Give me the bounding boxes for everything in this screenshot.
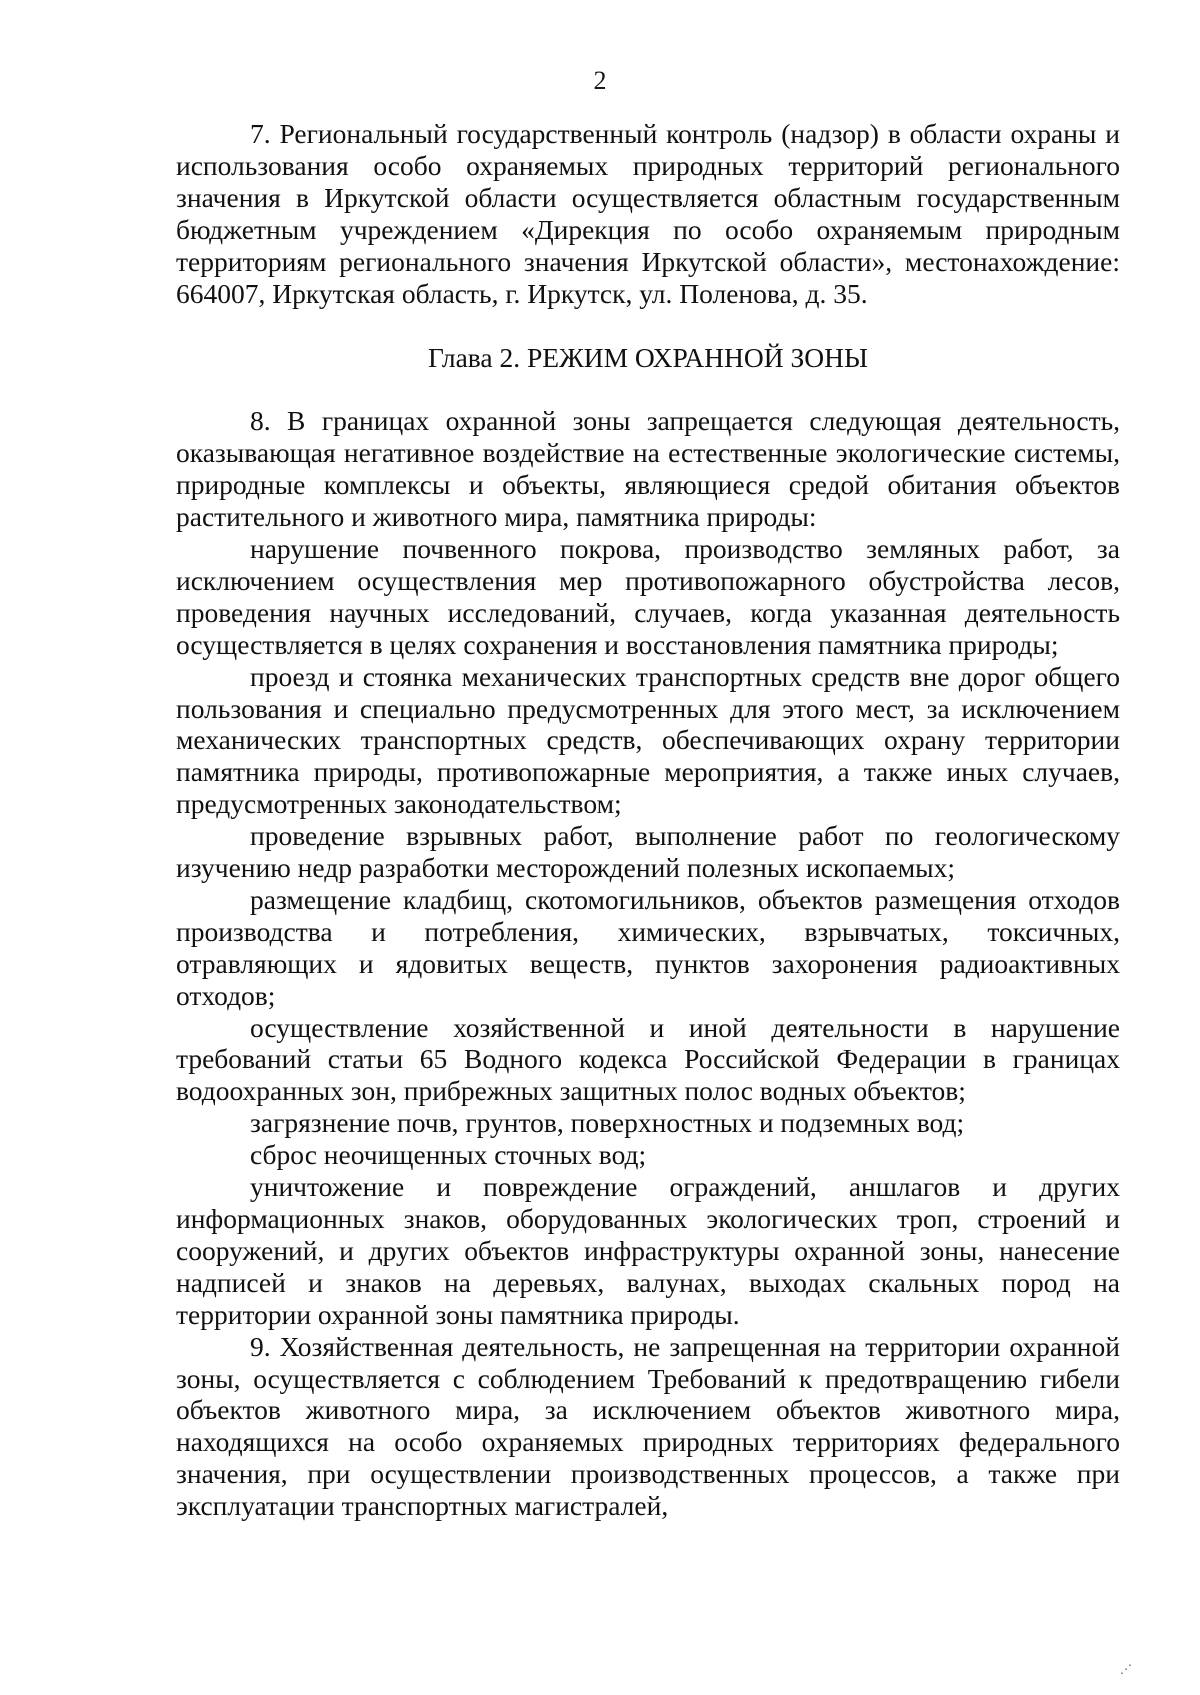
paragraph-9: 9. Хозяйственная деятельность, не запрещенная на территории охранной зоны, осуществляется с соблюдением Требований к предотвращению гибели объектов животного мира, за исключением объектов животного мира, находящихся на особо охраняемых природных территориях федерального значения, при осуществлении производственных процессов, а также при эксплуатации транспортных магистралей, (176, 1330, 1120, 1522)
chapter-heading: Глава 2. РЕЖИМ ОХРАННОЙ ЗОНЫ (428, 342, 868, 374)
list-item-cemeteries: размещение кладбищ, скотомогильников, объектов размещения отходов производства и потребления, химических, взрывчатых, токсичных, отравляющих и ядовитых веществ, пунктов захоронения радиоактивных отходов; (176, 883, 1120, 1011)
page-number: 2 (593, 66, 607, 95)
scan-speck-mark: ⋰ (1120, 1662, 1132, 1676)
document-body (176, 118, 1120, 1522)
list-item-pollution: загрязнение почв, грунтов, поверхностных и подземных вод; (250, 1107, 965, 1139)
paragraph-8: 8. В границах охранной зоны запрещается следующая деятельность, оказывающая негативное воздействие на естественные экологические системы, природные комплексы и объекты, являющиеся средой обитания объектов растительного и животного мира, памятника природы: (176, 405, 1120, 533)
list-item-destruction: уничтожение и повреждение ограждений, аншлагов и других информационных знаков, оборудованных экологических троп, строений и сооружений, и других объектов инфраструктуры охранной зоны, нанесение надписей и знаков на деревьях, валунах, выходах скальных пород на территории охранной зоны памятника природы. (176, 1171, 1120, 1330)
list-item-wastewater: сброс неочищенных сточных вод; (250, 1139, 647, 1171)
list-item-soil: нарушение почвенного покрова, производство земляных работ, за исключением осуществления мер противопожарного обустройства лесов, проведения научных исследований, случаев, когда указанная деятельность осуществляется в целях сохранения и восстановления памятника природы; (176, 532, 1120, 660)
list-item-vehicles: проезд и стоянка механических транспортных средств вне дорог общего пользования и специально предусмотренных для этого мест, за исключением механических транспортных средств, обеспечивающих охрану территории памятника природы, противопожарные мероприятия, а также иных случаев, предусмотренных законодательством; (176, 660, 1120, 820)
paragraph-7: 7. Региональный государственный контроль (надзор) в области охраны и использования особо охраняемых природных территорий регионального значения в Иркутской области осуществляется областным государственным бюджетным учреждением «Дирекция по особо охраняемым природным территориям регионального значения Иркутской области», местонахождение: 664007, Иркутская область, г. Иркутск, ул. Поленова, д. 35. (176, 118, 1120, 309)
list-item-water-code: осуществление хозяйственной и иной деятельности в нарушение требований статьи 65 Водного кодекса Российской Федерации в границах водоохранных зон, прибрежных защитных полос водных объектов; (176, 1011, 1120, 1107)
list-item-blasting: проведение взрывных работ, выполнение работ по геологическому изучению недр разработки месторождений полезных ископаемых; (176, 820, 1120, 884)
